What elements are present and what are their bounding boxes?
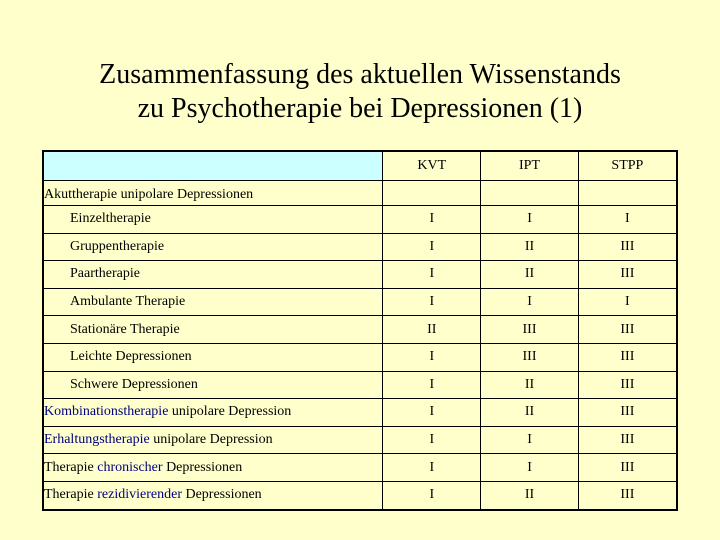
row-label [43, 399, 383, 427]
table-row [43, 371, 677, 399]
evidence-table [42, 150, 678, 511]
rating-cell: III [578, 371, 677, 399]
row-label: Einzeltherapie [43, 206, 383, 234]
header-kvt: KVT [383, 151, 481, 181]
rating-cell: I [383, 206, 481, 234]
page-title [0, 58, 720, 126]
table-row [43, 399, 677, 427]
rating-cell: I [578, 206, 677, 234]
row-label-highlight: Erhaltungstherapie [44, 432, 150, 448]
header-ipt: IPT [481, 151, 578, 181]
rating-cell: I [481, 426, 578, 454]
rating-cell: I [383, 426, 481, 454]
rating-cell: I [383, 399, 481, 427]
table-row [43, 481, 677, 509]
row-label [43, 481, 383, 509]
rating-cell: III [578, 481, 677, 509]
rating-cell: I [383, 343, 481, 371]
rating-cell: I [383, 261, 481, 289]
row-label [43, 454, 383, 482]
table-row [43, 454, 677, 482]
table-row [43, 206, 677, 234]
rating-cell: III [578, 343, 677, 371]
row-label-rest: unipolare Depression [168, 404, 292, 420]
table-row [43, 288, 677, 316]
row-label-highlight: rezidivierender [97, 487, 182, 503]
section-label: Akuttherapie unipolare Depressionen [43, 181, 383, 206]
rating-cell: III [578, 233, 677, 261]
rating-cell: II [481, 371, 578, 399]
rating-cell: II [481, 261, 578, 289]
row-label-highlight: chronischer [97, 459, 163, 475]
rating-cell: III [578, 316, 677, 344]
table-row [43, 233, 677, 261]
rating-cell: III [578, 426, 677, 454]
rating-cell: III [578, 399, 677, 427]
row-label-rest: Depressionen [162, 459, 243, 475]
row-label-prefix: Therapie [44, 459, 98, 475]
rating-cell: II [481, 399, 578, 427]
row-label: Ambulante Therapie [43, 288, 383, 316]
row-label: Stationäre Therapie [43, 316, 383, 344]
row-label [43, 426, 383, 454]
rating-cell: I [383, 233, 481, 261]
row-label-highlight: Kombinationstherapie [44, 404, 169, 420]
rating-cell: I [481, 454, 578, 482]
row-label-prefix: Therapie [44, 487, 98, 503]
rating-cell: I [481, 288, 578, 316]
row-label-rest: unipolare Depression [149, 432, 273, 448]
rating-cell: II [383, 316, 481, 344]
rating-cell: II [481, 233, 578, 261]
row-label: Schwere Depressionen [43, 371, 383, 399]
table-row [43, 426, 677, 454]
table-row [43, 343, 677, 371]
rating-cell: I [383, 371, 481, 399]
table-row [43, 316, 677, 344]
table-header-row [43, 151, 677, 181]
rating-cell: I [383, 454, 481, 482]
rating-cell: III [481, 343, 578, 371]
row-label-rest: Depressionen [181, 487, 262, 503]
rating-cell: III [578, 454, 677, 482]
rating-cell: III [481, 316, 578, 344]
rating-cell: I [383, 481, 481, 509]
row-label: Leichte Depressionen [43, 343, 383, 371]
section-row [43, 181, 677, 206]
title-line-2: zu Psychotherapie bei Depressionen (1) [137, 93, 583, 124]
rating-cell: I [578, 288, 677, 316]
title-line-1: Zusammenfassung des aktuellen Wissenstands [99, 59, 621, 90]
rating-cell: I [481, 206, 578, 234]
rating-cell: I [383, 288, 481, 316]
rating-cell: II [481, 481, 578, 509]
row-label: Gruppentherapie [43, 233, 383, 261]
rating-cell: III [578, 261, 677, 289]
header-corner-cell [43, 151, 383, 181]
header-stpp: STPP [578, 151, 677, 181]
row-label: Paartherapie [43, 261, 383, 289]
table-row [43, 261, 677, 289]
